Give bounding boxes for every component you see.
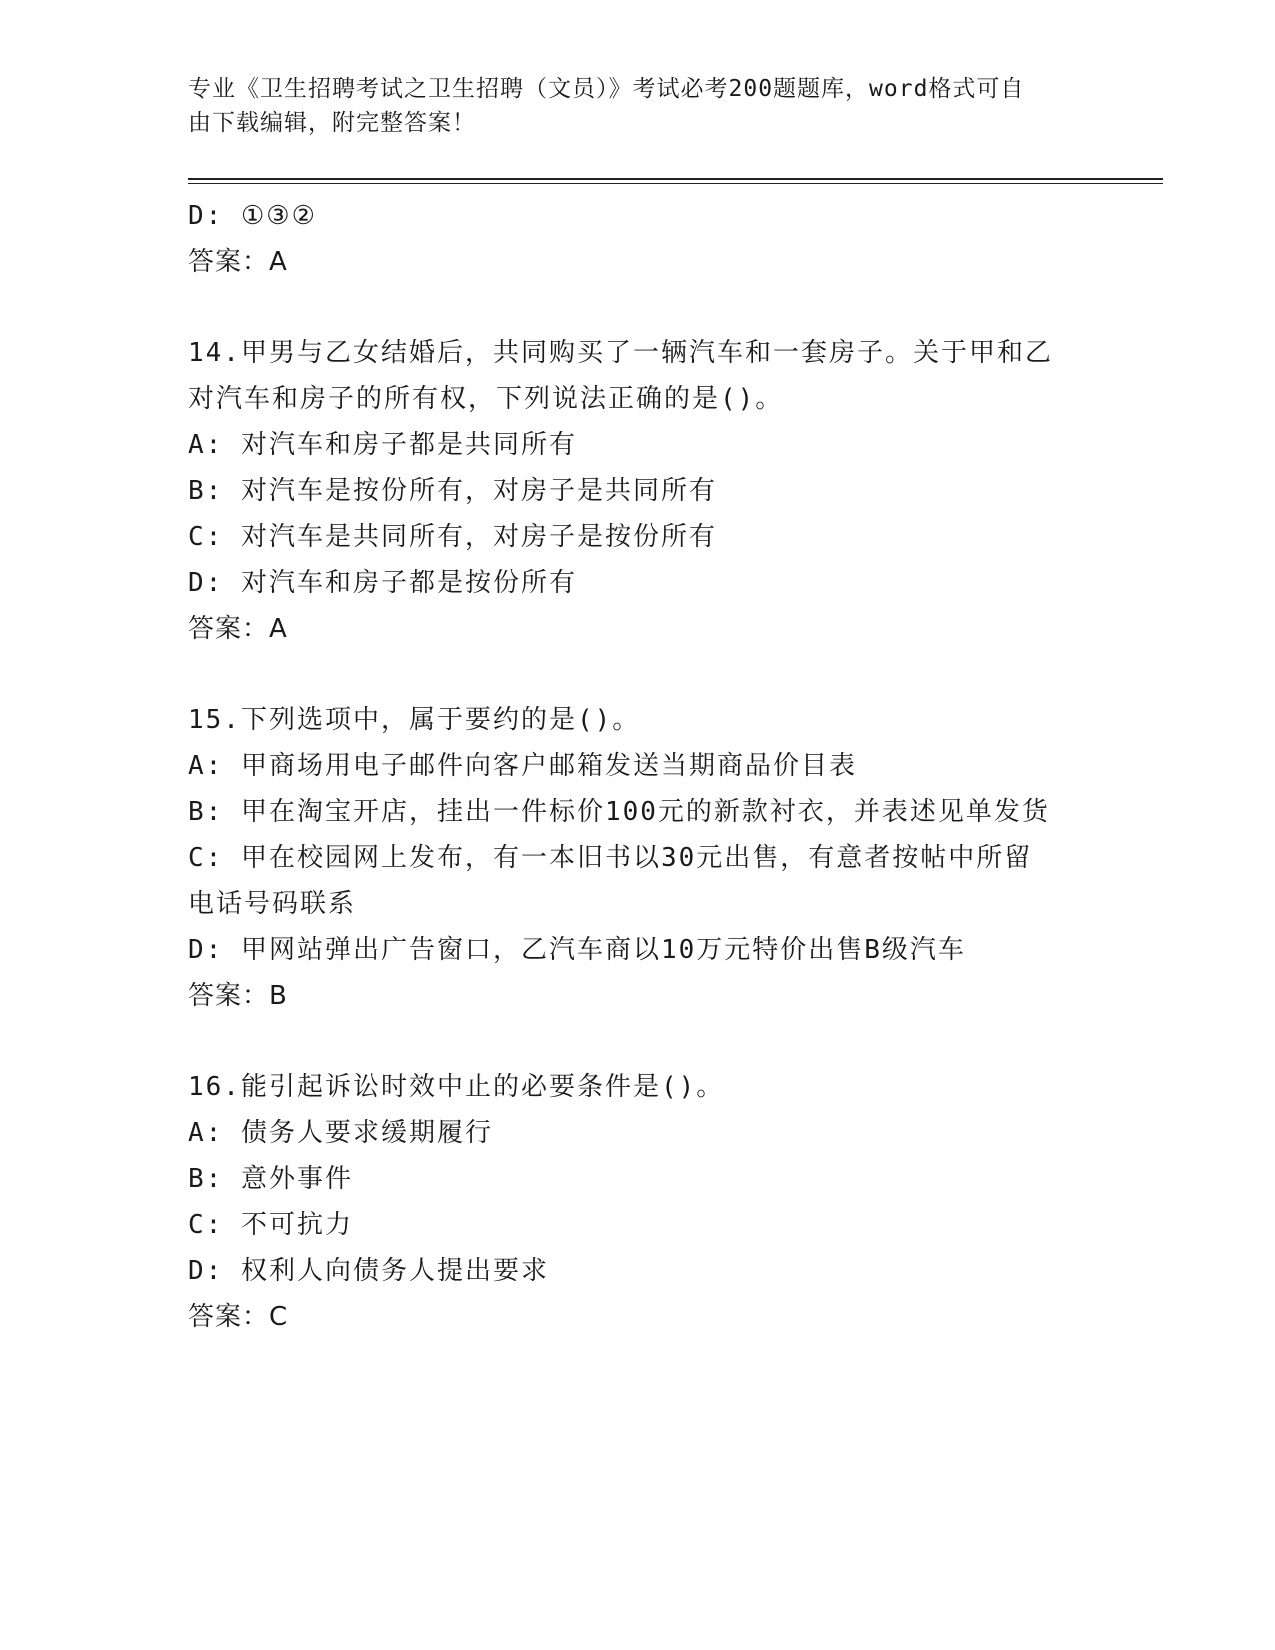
option-c: C: 甲在校园网上发布，有一本旧书以30元出售，有意者按帖中所留: [188, 843, 1033, 873]
question-14: [188, 330, 1088, 652]
question-stem: 15.下列选项中，属于要约的是()。: [188, 705, 641, 735]
question-stem: 14.甲男与乙女结婚后，共同购买了一辆汽车和一套房子。关于甲和乙: [188, 338, 1053, 368]
question-15: [188, 697, 1088, 1019]
question-stem: 16.能引起诉讼时效中止的必要条件是()。: [188, 1072, 725, 1102]
option-c: C: 对汽车是共同所有，对房子是按份所有: [188, 522, 717, 552]
question-list: [188, 193, 1088, 1340]
option-c-continued: 电话号码联系: [188, 889, 357, 919]
spacer: [188, 652, 1088, 697]
option-a: A: 对汽车和房子都是共同所有: [188, 430, 577, 460]
option-d: D: 甲网站弹出广告窗口，乙汽车商以10万元特价出售B级汽车: [188, 935, 966, 965]
option-d: D: 权利人向债务人提出要求: [188, 1256, 549, 1286]
header-divider-thick: [188, 178, 1163, 180]
answer-line: 答案：B: [188, 981, 288, 1011]
document-header: [188, 72, 1088, 140]
header-line-1: 专业《卫生招聘考试之卫生招聘（文员）》考试必考200题题库，word格式可自: [188, 76, 1025, 102]
option-a: A: 甲商场用电子邮件向客户邮箱发送当期商品价目表: [188, 751, 857, 781]
question-stem-continued: 对汽车和房子的所有权，下列说法正确的是()。: [188, 384, 784, 414]
previous-question-tail: [188, 193, 1088, 285]
answer-line: 答案：C: [188, 1302, 289, 1332]
option-b: B: 甲在淘宝开店，挂出一件标价100元的新款衬衣，并表述见单发货: [188, 797, 1050, 827]
option-a: A: 债务人要求缓期履行: [188, 1118, 493, 1148]
option-b: B: 对汽车是按份所有，对房子是共同所有: [188, 476, 717, 506]
option-d: D: 对汽车和房子都是按份所有: [188, 568, 577, 598]
question-16: [188, 1064, 1088, 1340]
answer-line: 答案：A: [188, 247, 288, 277]
option-d: D: ①③②: [188, 201, 317, 231]
spacer: [188, 1019, 1088, 1064]
header-line-2: 由下载编辑，附完整答案！: [188, 110, 476, 136]
option-b: B: 意外事件: [188, 1164, 353, 1194]
answer-line: 答案：A: [188, 614, 288, 644]
header-divider-thin: [188, 183, 1163, 184]
spacer: [188, 285, 1088, 330]
option-c: C: 不可抗力: [188, 1210, 353, 1240]
